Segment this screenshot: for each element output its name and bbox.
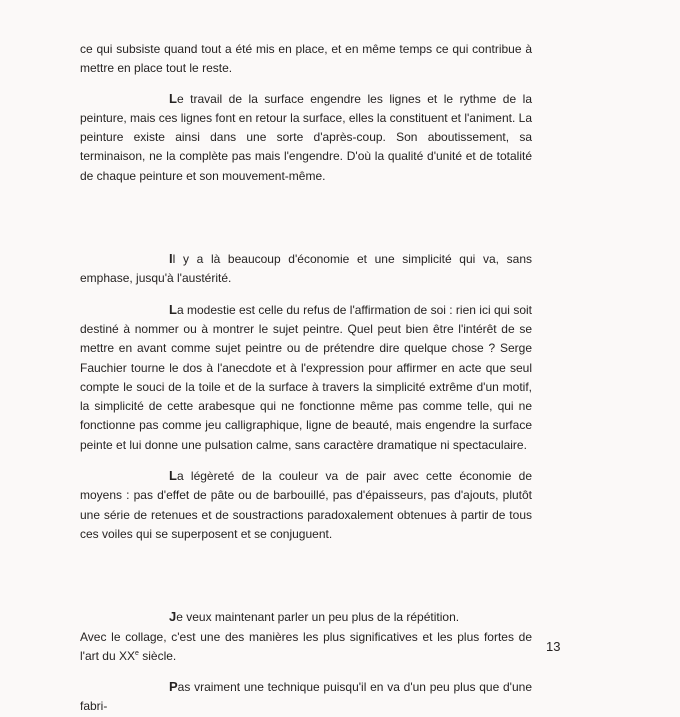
drop-letter: P (169, 679, 178, 695)
paragraph-6 (80, 607, 532, 627)
paragraph-tail: siècle. (138, 648, 177, 663)
paragraph-text: Avec le collage, c'est une des manières les plus significatives et les plus fortes de l'art du (80, 629, 532, 663)
paragraph-5 (80, 466, 532, 544)
drop-letter: L (169, 301, 177, 317)
paragraph-2 (80, 89, 532, 186)
century-suffix: e (135, 649, 139, 657)
paragraph-text: ce qui subsiste quand tout a été mis en place, et en même temps ce qui contribue à mettre en place tout le reste. (80, 42, 532, 76)
paragraph-1 (80, 40, 532, 79)
document-page (80, 40, 532, 717)
drop-letter: J (169, 609, 177, 625)
paragraph-7 (80, 628, 532, 667)
drop-letter: L (169, 468, 177, 484)
paragraph-text: e veux maintenant parler un peu plus de la répétition. (176, 610, 460, 625)
paragraph-text: as vraiment une technique puisqu'il en va d'un peu plus que d'une fabri- (80, 680, 532, 714)
page-number: 13 (546, 639, 561, 654)
paragraph-text: a modestie est celle du refus de l'affirmation de soi : rien ici qui soit destiné à nommer ou à montrer le sujet peintre. Quel peut bien être l'intérêt de se mettre en avant comme sujet peintre ou de prétendre dire quelque chose ? Serge Fauchier tourne le dos à l'anecdote et à l'expression pour affirmer en acte que seul compte le souci de la toile et de la surface à travers la simplicité extrême d'un motif, la simplicité de cette arabesque qui ne fonctionne même pas comme telle, qui ne fonctionne pas comme jeu calligraphique, ligne de beauté, mais engendre la surface peinte et lui donne une pulsation calme, sans caractère dramatique ni spectaculaire. (80, 302, 532, 452)
paragraph-text: a légèreté de la couleur va de pair avec cette économie de moyens : pas d'effet de pâte ou de barbouillé, pas d'épaisseurs, pas d'ajouts, plutôt une série de retenues et de soustractions paradoxalement obtenues à partir de tous ces voiles qui se superposent et se conjuguent. (80, 469, 532, 541)
drop-letter: L (169, 90, 177, 106)
paragraph-text: l y a là beaucoup d'économie et une simplicité qui va, sans emphase, jusqu'à l'austérité. (80, 252, 532, 286)
paragraph-4 (80, 300, 532, 455)
paragraph-text: e travail de la surface engendre les lignes et le rythme de la peinture, mais ces lignes font en retour la surface, elles la constituent et l'animent. La peinture existe ainsi dans une sorte d'après-coup. Son aboutissement, sa terminaison, ne la complète pas mais l'engendre. D'où la qualité d'unité et de totalité de chaque peinture et son mouvement-même. (80, 91, 532, 183)
paragraph-8 (80, 677, 532, 717)
century-numeral: XX (119, 648, 136, 663)
paragraph-3 (80, 249, 532, 289)
drop-letter: I (169, 251, 173, 267)
